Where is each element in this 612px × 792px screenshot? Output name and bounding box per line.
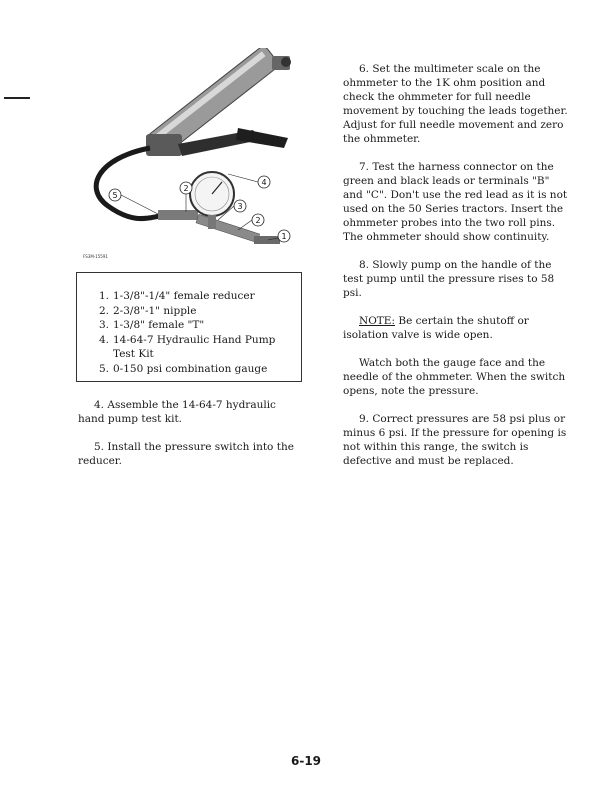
- parts-list: [99, 289, 293, 376]
- hydraulic-pump-figure: [78, 48, 310, 266]
- note-label: NOTE:: [359, 315, 396, 327]
- margin-change-bar: [4, 97, 30, 99]
- callout-1: 1: [281, 232, 287, 241]
- step-6-paragraph: 6. Set the multimeter scale on the ohmmeter to the 1K ohm position and check the ohmmeter for full needle movement by touching the leads together. Adjust for full needle movement and zero the ohmmeter.: [343, 63, 568, 145]
- right-column: [343, 62, 571, 482]
- left-column: [78, 398, 302, 482]
- parts-list-item: 1. 1-3/8"-1/4" female reducer: [99, 290, 255, 302]
- figure-code: FS3M-15591: [83, 254, 108, 259]
- note-text: Be certain the shutoff or isolation valve is wide open.: [343, 315, 529, 341]
- note-paragraph: [343, 314, 571, 342]
- step-5-paragraph: 5. Install the pressure switch into the reducer.: [78, 441, 294, 467]
- step-8-paragraph: 8. Slowly pump on the handle of the test pump until the pressure rises to 58 psi.: [343, 259, 555, 299]
- callout-2-lower: 2: [255, 216, 261, 225]
- parts-list-box: [76, 272, 302, 382]
- callout-3: 3: [237, 202, 243, 211]
- step-7-paragraph: 7. Test the harness connector on the green and black leads or terminals "B" and "C". Don't use the red lead as it is not used on the 50 Series tractors. Insert the ohmmeter probes into the two roll pins. The ohmmeter should show continuity.: [343, 161, 568, 243]
- parts-list-item: 3. 1-3/8" female "T": [99, 319, 205, 331]
- callout-5: 5: [112, 191, 118, 200]
- watch-paragraph: Watch both the gauge face and the needle of the ohmmeter. When the switch opens, note the pressure.: [343, 357, 566, 397]
- step-4-paragraph: 4. Assemble the 14-64-7 hydraulic hand pump test kit.: [78, 399, 276, 425]
- parts-list-item: 4. 14-64-7 Hydraulic Hand Pump Test Kit: [99, 333, 276, 360]
- callout-2-upper: 2: [183, 184, 189, 193]
- step-9-paragraph: 9. Correct pressures are 58 psi plus or minus 6 psi. If the pressure for opening is not within this range, the switch is defective and must be replaced.: [343, 413, 567, 467]
- callout-4: 4: [261, 178, 267, 187]
- page-number: 6-19: [290, 754, 322, 768]
- parts-list-item: 2. 2-3/8"-1" nipple: [99, 304, 197, 317]
- parts-list-item: 5. 0-150 psi combination gauge: [99, 362, 268, 375]
